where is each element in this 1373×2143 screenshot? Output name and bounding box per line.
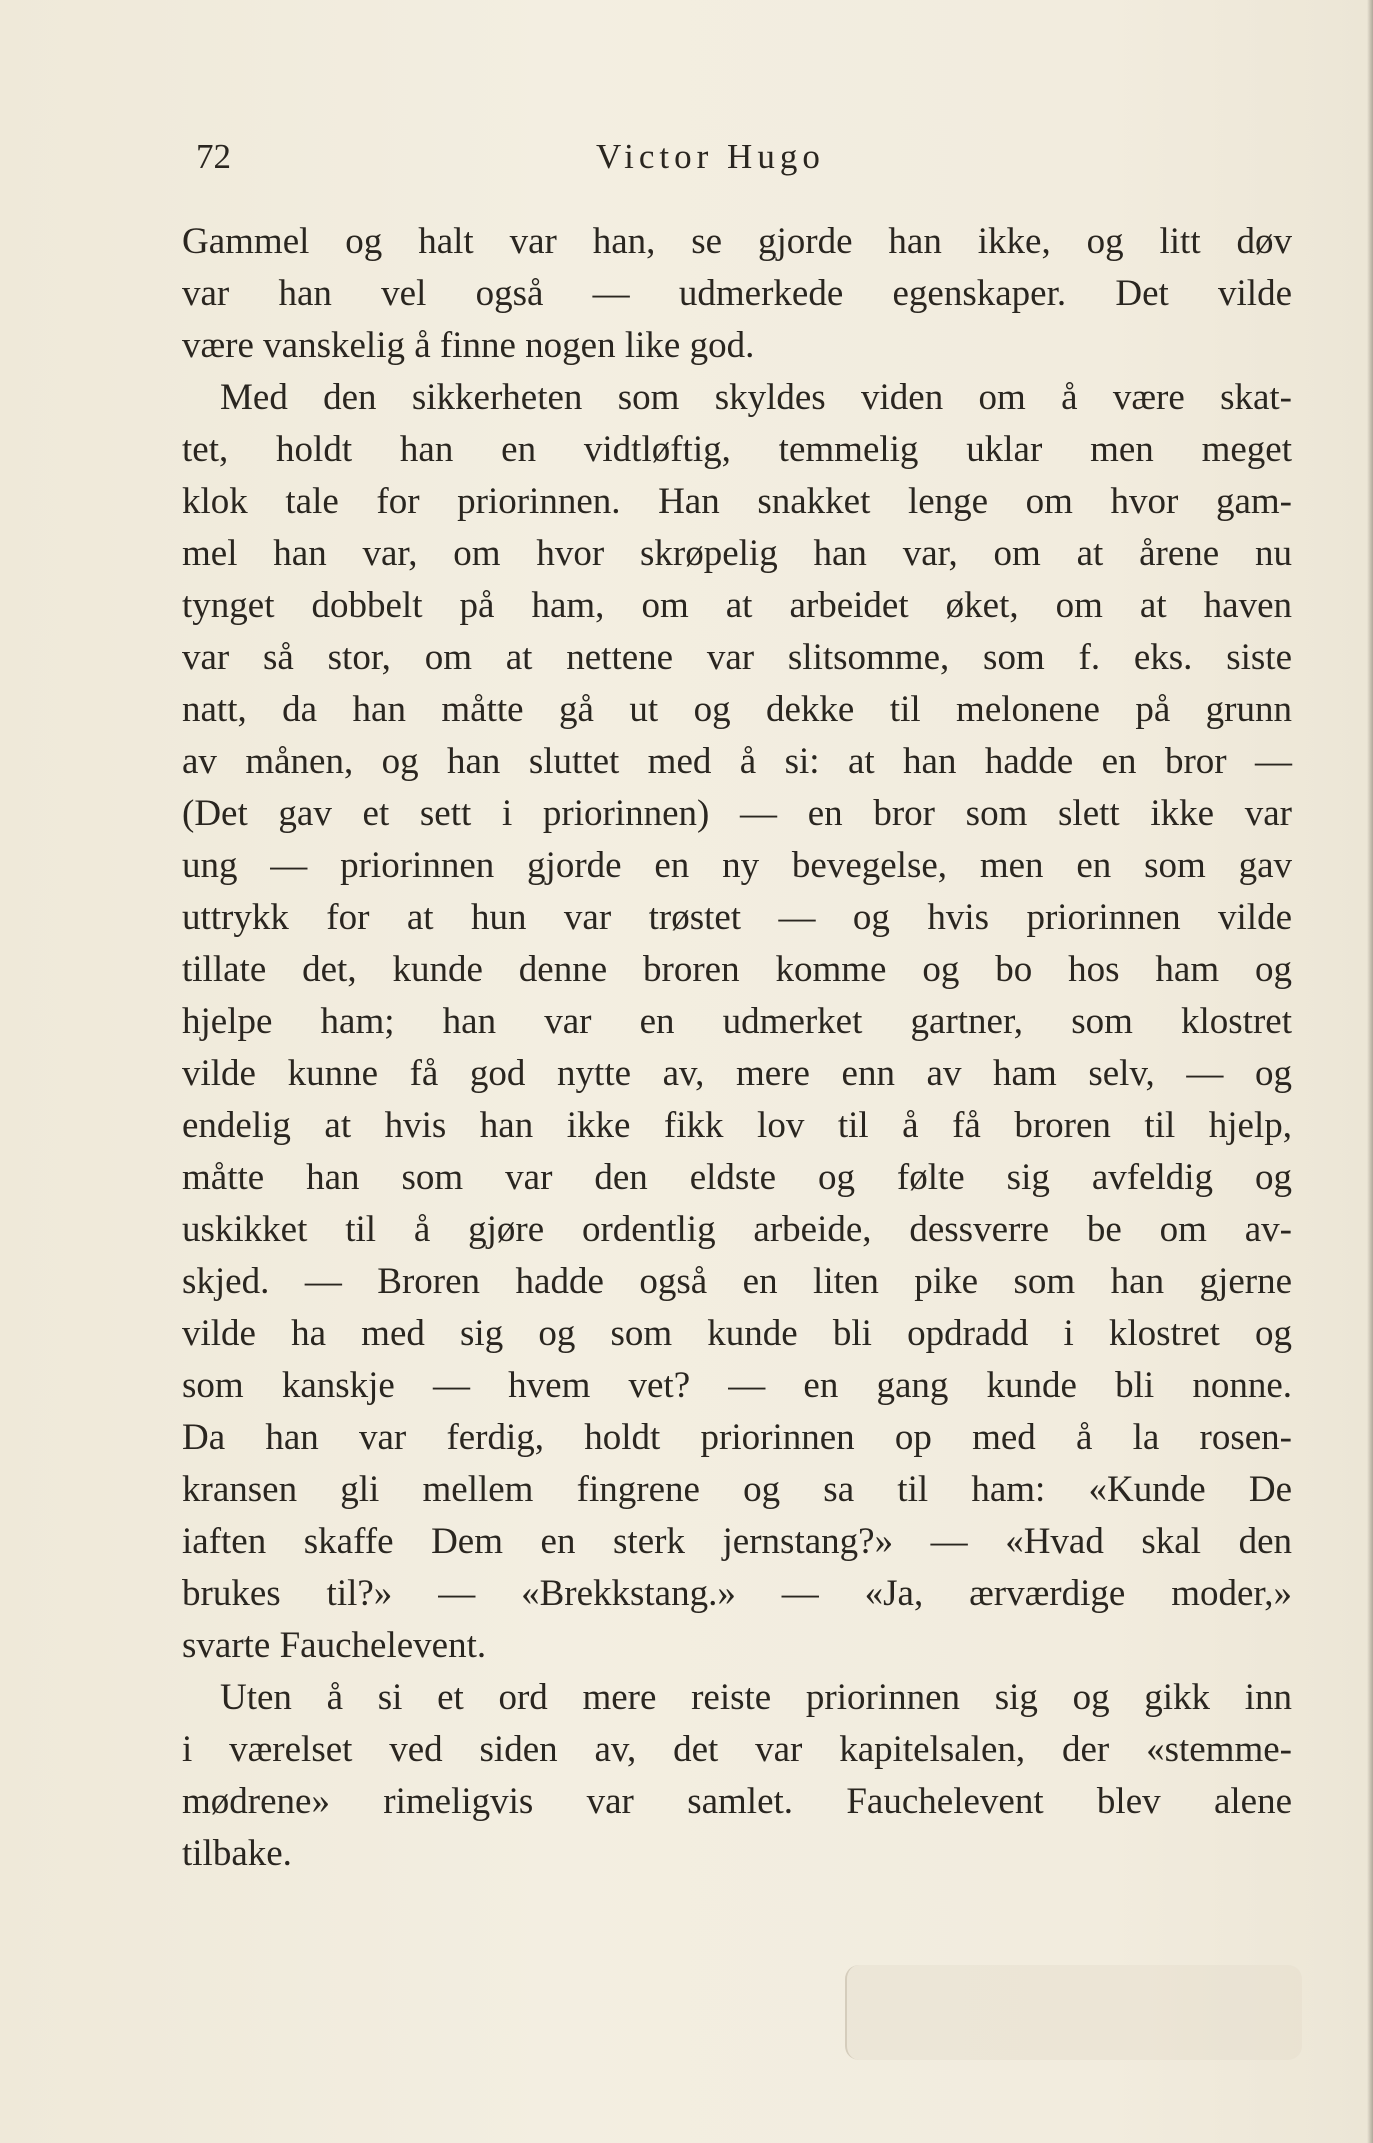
text-line: tet, holdt han en vidtløftig, temmelig uklar men meget bbox=[182, 429, 1292, 470]
text-line: i værelset ved siden av, det var kapitelsalen, der «stemme- bbox=[182, 1729, 1292, 1770]
text-line: være vanskelig å finne nogen like god. bbox=[182, 325, 755, 366]
text-line: av månen, og han sluttet med å si: at han hadde en bror — bbox=[182, 741, 1292, 782]
body-text bbox=[182, 216, 1292, 1880]
text-line: Da han var ferdig, holdt priorinnen op med å la rosen- bbox=[182, 1417, 1292, 1458]
page-number: 72 bbox=[196, 137, 231, 176]
text-line: brukes til?» — «Brekkstang.» — «Ja, ærværdige moder,» bbox=[182, 1573, 1292, 1614]
text-line: endelig at hvis han ikke fikk lov til å få broren til hjelp, bbox=[182, 1105, 1292, 1146]
text-line: hjelpe ham; han var en udmerket gartner, som klostret bbox=[182, 1001, 1292, 1042]
page-edge bbox=[1367, 0, 1373, 2143]
text-line: klok tale for priorinnen. Han snakket lenge om hvor gam- bbox=[182, 481, 1292, 522]
text-line: Uten å si et ord mere reiste priorinnen sig og gikk inn bbox=[220, 1677, 1292, 1718]
text-line: iaften skaffe Dem en sterk jernstang?» — «Hvad skal den bbox=[182, 1521, 1292, 1562]
text-line: ung — priorinnen gjorde en ny bevegelse, men en som gav bbox=[182, 845, 1292, 886]
text-line: tynget dobbelt på ham, om at arbeidet øket, om at haven bbox=[182, 585, 1292, 626]
text-line: vilde ha med sig og som kunde bli opdradd i klostret og bbox=[182, 1313, 1292, 1354]
text-line: som kanskje — hvem vet? — en gang kunde bli nonne. bbox=[182, 1365, 1292, 1406]
text-line: natt, da han måtte gå ut og dekke til melonene på grunn bbox=[182, 689, 1292, 730]
text-line: mel han var, om hvor skrøpelig han var, om at årene nu bbox=[182, 533, 1292, 574]
running-head: Victor Hugo bbox=[596, 137, 825, 176]
text-line: skjed. — Broren hadde også en liten pike som han gjerne bbox=[182, 1261, 1292, 1302]
text-line: Med den sikkerheten som skyldes viden om å være skat- bbox=[220, 377, 1292, 418]
page-header bbox=[196, 132, 1296, 182]
text-line: uskikket til å gjøre ordentlig arbeide, dessverre be om av- bbox=[182, 1209, 1292, 1250]
text-line: tillate det, kunde denne broren komme og bo hos ham og bbox=[182, 949, 1292, 990]
text-line: Gammel og halt var han, se gjorde han ikke, og litt døv bbox=[182, 221, 1292, 262]
text-line: kransen gli mellem fingrene og sa til ham: «Kunde De bbox=[182, 1469, 1292, 1510]
text-line: mødrene» rimeligvis var samlet. Fauchelevent blev alene bbox=[182, 1781, 1292, 1822]
text-line: vilde kunne få god nytte av, mere enn av ham selv, — og bbox=[182, 1053, 1292, 1094]
text-line: svarte Fauchelevent. bbox=[182, 1625, 487, 1666]
paper-stain bbox=[845, 1965, 1302, 2060]
text-line: uttrykk for at hun var trøstet — og hvis priorinnen vilde bbox=[182, 897, 1292, 938]
text-line: (Det gav et sett i priorinnen) — en bror som slett ikke var bbox=[182, 793, 1292, 834]
text-line: tilbake. bbox=[182, 1833, 292, 1874]
text-line: var han vel også — udmerkede egenskaper. Det vilde bbox=[182, 273, 1292, 314]
text-line: var så stor, om at nettene var slitsomme, som f. eks. siste bbox=[182, 637, 1292, 678]
text-line: måtte han som var den eldste og følte sig avfeldig og bbox=[182, 1157, 1292, 1198]
